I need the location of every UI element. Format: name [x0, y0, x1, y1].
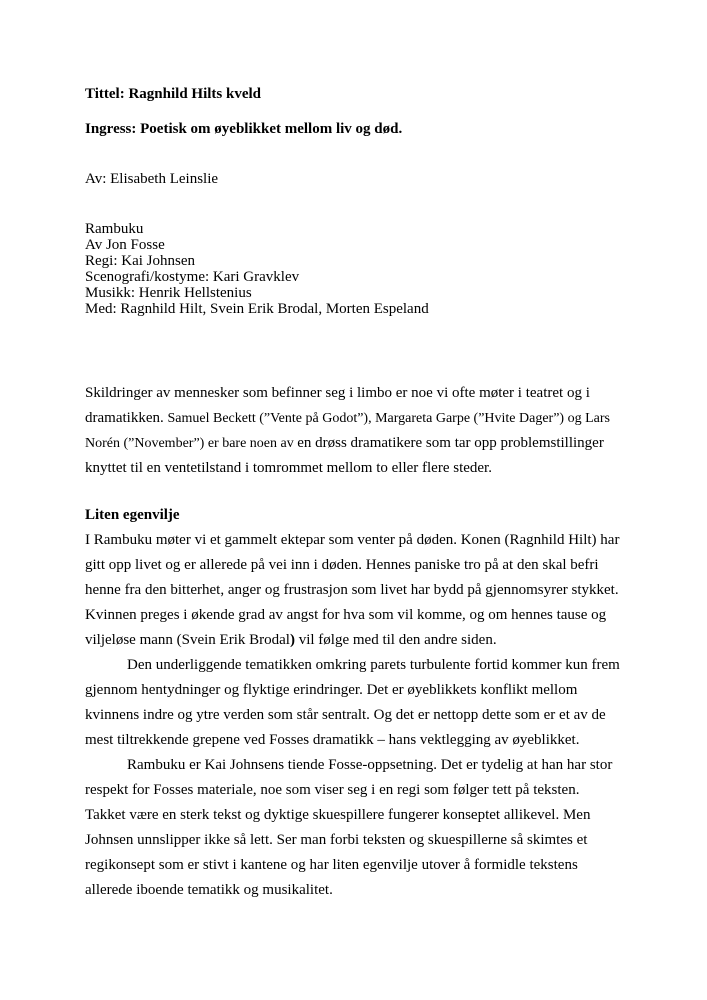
text-segment: en drøss dramatikere som tar opp problemstillinger knyttet til en ventetilstand i tomrommet mellom to eller flere steder.: [85, 435, 604, 476]
author-byline: Av: Elisabeth Leinslie: [85, 171, 219, 187]
text-segment: Den underliggende tematikken omkring parets turbulente fortid kommer kun frem gjennom hentydninger og flyktige erindringer. Det er øyeblikkets konflikt mellom kvinnens indre og ytre verden som står sentralt. Og det er nettopp dette som er et av de mest tiltrekkende grepene ved Fosses dramatikk – hans vektlegging av øyeblikket.: [85, 657, 620, 748]
body-paragraph: [85, 653, 623, 753]
document-title-line: Tittel: Ragnhild Hilts kveld: [85, 86, 262, 102]
credits-line: Av Jon Fosse: [85, 237, 165, 253]
body-paragraph: [85, 528, 623, 653]
article-body: [85, 381, 623, 903]
text-segment: ): [289, 632, 295, 648]
credits-work-title: Rambuku: [85, 221, 144, 237]
credits-line: Regi: Kai Johnsen: [85, 253, 195, 269]
credits-line: Scenografi/kostyme: Kari Gravklev: [85, 269, 300, 285]
body-paragraph: [85, 381, 623, 481]
text-segment: Rambuku er Kai Johnsens tiende Fosse-oppsetning. Det er tydelig at han har stor respekt for Fosses materiale, noe som viser seg i en regi som følger tett på teksten. Takket være en sterk tekst og dyktige skuespillere fungerer konseptet allikevel. Men Johnsen unnslipper ikke så lett. Ser man forbi teksten og skuespillerne så skimtes et regikonsept som er stivt i kantene og har liten egenvilje utover å formidle tekstens allerede iboende tematikk og musikalitet.: [85, 757, 613, 898]
production-credits-block: [85, 221, 623, 317]
body-paragraph: [85, 753, 623, 903]
credits-line: Musikk: Henrik Hellstenius: [85, 285, 252, 301]
section-heading: Liten egenvilje: [85, 507, 180, 523]
text-segment: vil følge med til den andre siden.: [294, 632, 497, 648]
document-ingress-line: Ingress: Poetisk om øyeblikket mellom liv og død.: [85, 121, 403, 137]
text-segment: I Rambuku møter vi et gammelt ektepar som venter på døden. Konen (Ragnhild Hilt) har gitt opp livet og er allerede på vei inn i døden. Hennes paniske tro på at den skal befri henne fra den bitterhet, anger og frustrasjon som livet har bydd på gjennomsyrer stykket. Kvinnen preges i økende grad av angst for hva som vil komme, og om hennes tause og viljeløse mann (Svein Erik Brodal: [85, 532, 620, 648]
text-segment: Samuel Beckett (”Vente på Godot”), Margareta Garpe (”Hvite Dager”) og Lars Norén (”November”) er bare noen av: [85, 411, 610, 451]
credits-lines: [85, 237, 623, 317]
credits-line: Med: Ragnhild Hilt, Svein Erik Brodal, Morten Espeland: [85, 301, 429, 317]
text-segment: Skildringer av mennesker som befinner seg i limbo er noe vi ofte møter i teatret og i dramatikken.: [85, 385, 590, 426]
